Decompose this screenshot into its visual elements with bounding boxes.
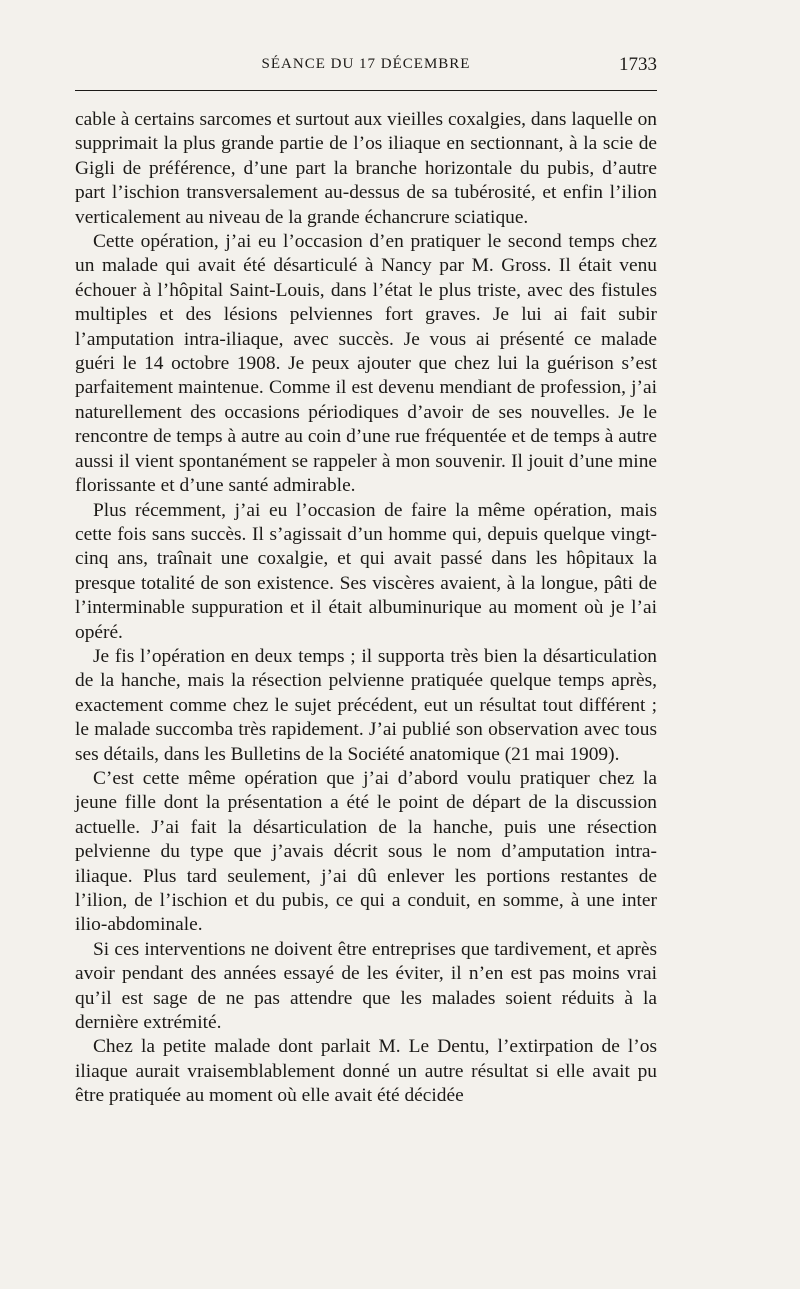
page-header — [75, 56, 657, 80]
paragraph: Je fis l’opération en deux temps ; il supporta très bien la désarticulation de la hanche, mais la résection pelvienne pratiquée quelque temps après, exactement comme chez le sujet précédent, eut un résultat tout différent ; le malade succomba très rapidement. J’ai publié son observation avec tous ses détails, dans les Bulletins de la Société anatomique (21 mai 1909). — [75, 645, 657, 765]
paragraph: Plus récemment, j’ai eu l’occasion de faire la même opération, mais cette fois sans succès. Il s’agissait d’un homme qui, depuis quelque vingt-cinq ans, traînait une coxalgie, et qui avait passé dans les hôpitaux la presque totalité de son existence. Ses viscères avaient, à la longue, pâti de l’interminable suppuration et il était albuminurique au moment où je l’ai opéré. — [75, 499, 657, 643]
header-rule — [75, 90, 657, 91]
paragraph: C’est cette même opération que j’ai d’abord voulu pratiquer chez la jeune fille dont la présentation a été le point de départ de la discussion actuelle. J’ai fait la désarticulation de la hanche, puis une résection pelvienne du type que j’avais décrit sous le nom d’amputation intra-iliaque. Plus tard seulement, j’ai dû enlever les portions restantes de l’ilion, de l’ischion et du pubis, ce qui a conduit, en somme, à une inter ilio-abdominale. — [75, 767, 657, 936]
body-text — [75, 108, 657, 1109]
paragraph: Chez la petite malade dont parlait M. Le Dentu, l’extirpation de l’os iliaque aurait vraisemblablement donné un autre résultat si elle avait pu être pratiquée au moment où elle avait été décidée — [75, 1036, 657, 1107]
running-head: SÉANCE DU 17 DÉCEMBRE — [261, 56, 471, 72]
paragraph: Cette opération, j’ai eu l’occasion d’en pratiquer le second temps chez un malade qui avait été désarticulé à Nancy par M. Gross. Il était venu échouer à l’hôpital Saint-Louis, dans l’état le plus triste, avec des fistules multiples et des lésions pelviennes fort graves. Je lui ai fait subir l’amputation intra-iliaque, avec succès. Je vous ai présenté ce malade guéri le 14 octobre 1908. Je peux ajouter que chez lui la guérison s’est parfaitement maintenue. Comme il est devenu mendiant de profession, j’ai naturellement des occasions périodiques d’avoir de ses nouvelles. Je le rencontre de temps à autre au coin d’une rue fréquentée et de temps à autre aussi il vient spontanément se rappeler à mon souvenir. Il jouit d’une mine florissante et d’une santé admirable. — [75, 231, 657, 497]
paragraph-continued: cable à certains sarcomes et surtout aux vieilles coxalgies, dans laquelle on supprimait la plus grande partie de l’os iliaque en sectionnant, à la scie de Gigli de préférence, d’une part la branche horizontale du pubis, d’autre part l’ischion transversalement au-dessus de sa tubérosité, et enfin l’ilion verticalement au niveau de la grande échancrure sciatique. — [75, 109, 657, 228]
page-number: 1733 — [619, 54, 657, 75]
paragraph: Si ces interventions ne doivent être entreprises que tardivement, et après avoir pendant des années essayé de les éviter, il n’en est pas moins vrai qu’il est sage de ne pas attendre que les malades soient réduits à la dernière extrémité. — [75, 938, 657, 1034]
